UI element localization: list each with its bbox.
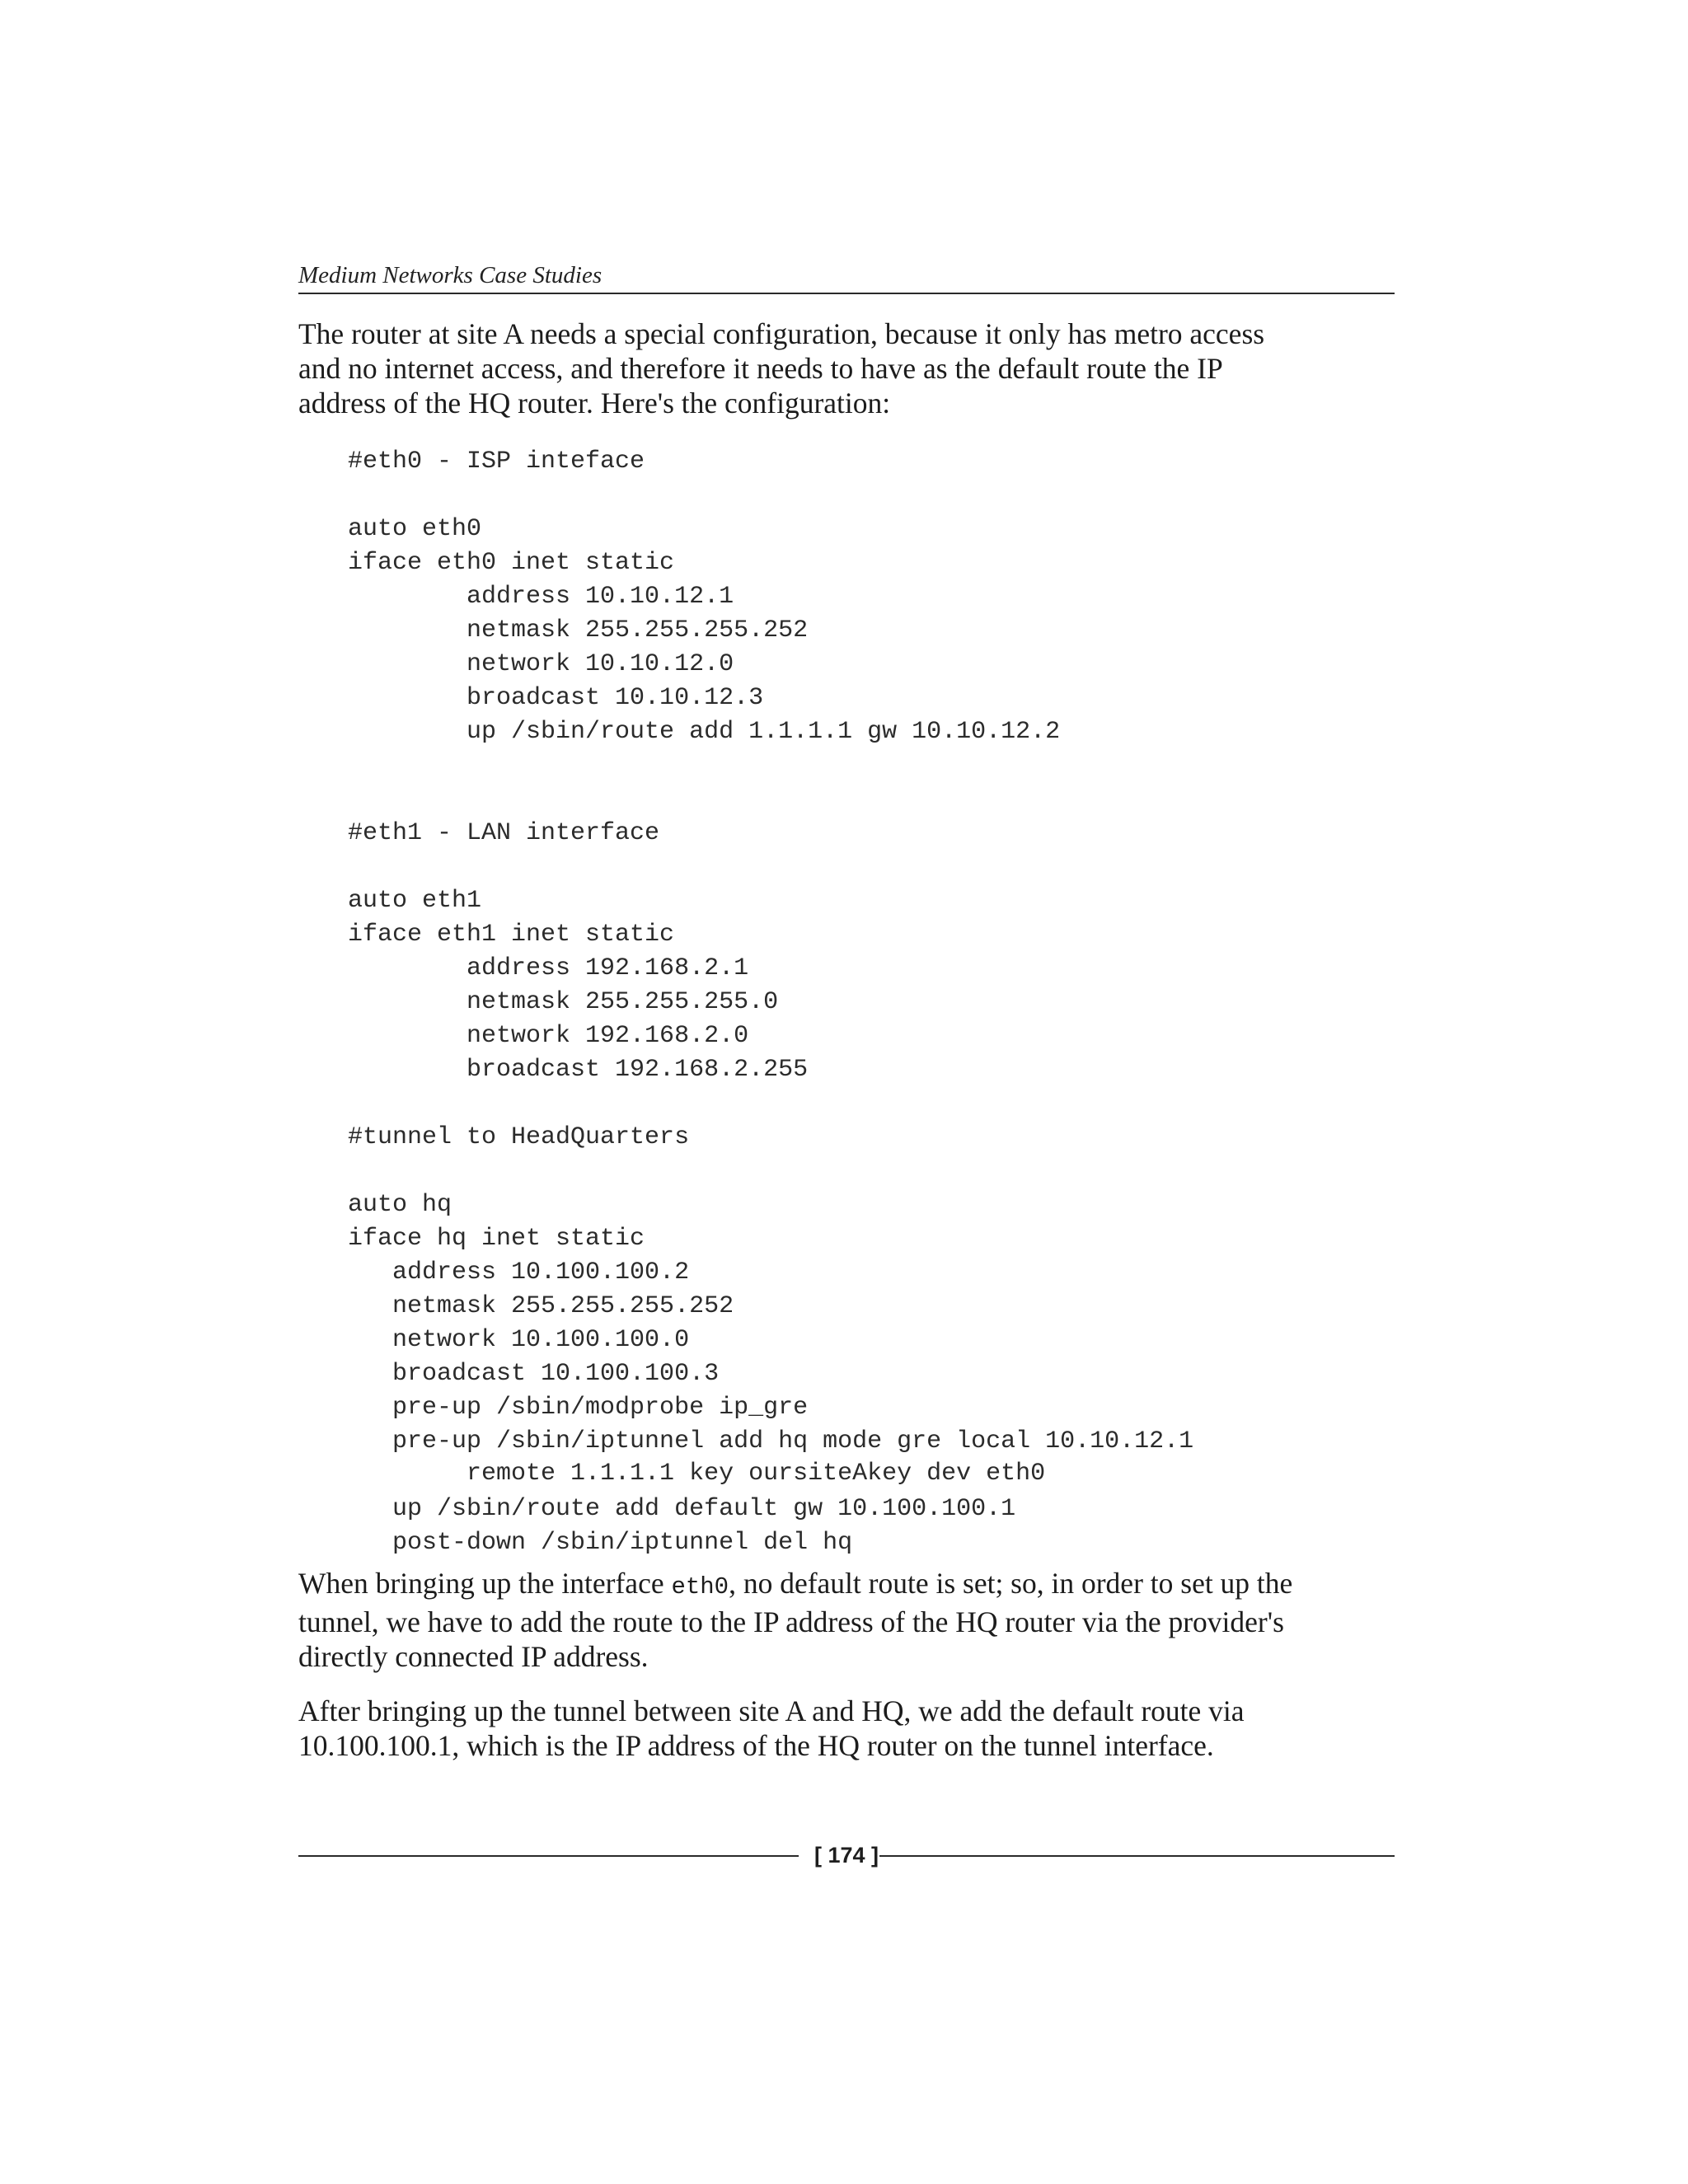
code-line xyxy=(348,1155,1193,1188)
code-line: broadcast 10.10.12.3 xyxy=(348,684,764,712)
code-line: address 10.10.12.1 xyxy=(348,583,734,611)
code-line: broadcast 10.100.100.3 xyxy=(348,1360,720,1388)
paragraph-text: When bringing up the interface xyxy=(298,1567,672,1600)
code-line: address 192.168.2.1 xyxy=(348,954,749,982)
code-line: iface eth1 inet static xyxy=(348,921,675,949)
paragraph-line: address of the HQ router. Here's the configuration: xyxy=(298,387,891,419)
code-line: netmask 255.255.255.0 xyxy=(348,988,779,1016)
code-line: auto eth0 xyxy=(348,515,482,543)
code-line: #eth0 - ISP inteface xyxy=(348,448,645,476)
code-line: pre-up /sbin/modprobe ip_gre xyxy=(348,1394,809,1422)
code-line xyxy=(348,749,1193,783)
footer-rule-right xyxy=(879,1855,1395,1857)
code-line: network 10.10.12.0 xyxy=(348,650,734,678)
code-line: #tunnel to HeadQuarters xyxy=(348,1123,690,1151)
code-line: network 192.168.2.0 xyxy=(348,1022,749,1050)
explanation-paragraph xyxy=(298,1566,1395,1674)
code-line: address 10.100.100.2 xyxy=(348,1258,690,1286)
code-line: network 10.100.100.0 xyxy=(348,1326,690,1354)
code-line: iface hq inet static xyxy=(348,1225,645,1253)
code-line: auto eth1 xyxy=(348,887,482,915)
code-line: #eth1 - LAN interface xyxy=(348,819,660,847)
inline-code: eth0 xyxy=(671,1573,729,1601)
code-line: up /sbin/route add 1.1.1.1 gw 10.10.12.2 xyxy=(348,718,1061,746)
code-line: up /sbin/route add default gw 10.100.100.1 xyxy=(348,1495,1016,1523)
paragraph-line: tunnel, we have to add the route to the IP address of the HQ router via the provider's xyxy=(298,1605,1284,1638)
code-line: pre-up /sbin/iptunnel add hq mode gre local 10.10.12.1 xyxy=(348,1427,1194,1455)
running-header: Medium Networks Case Studies xyxy=(298,262,603,288)
code-line: broadcast 192.168.2.255 xyxy=(348,1056,809,1084)
paragraph-line: 10.100.100.1, which is the IP address of the HQ router on the tunnel interface. xyxy=(298,1729,1214,1762)
paragraph-text: , no default route is set; so, in order to set up the xyxy=(729,1567,1293,1600)
closing-paragraph xyxy=(298,1694,1395,1763)
code-line: netmask 255.255.255.252 xyxy=(348,1292,734,1320)
paragraph-line: and no internet access, and therefore it needs to have as the default route the IP xyxy=(298,352,1223,385)
code-line: netmask 255.255.255.252 xyxy=(348,616,809,644)
code-block xyxy=(348,445,1193,1560)
code-line: remote 1.1.1.1 key oursiteAkey dev eth0 xyxy=(348,1460,1046,1488)
code-line xyxy=(348,1087,1193,1121)
code-line xyxy=(348,783,1193,817)
paragraph-line: directly connected IP address. xyxy=(298,1640,649,1673)
page-number xyxy=(0,1841,1688,1869)
paragraph-line xyxy=(298,1566,1395,1605)
header-rule xyxy=(298,293,1395,294)
paragraph-line: The router at site A needs a special configuration, because it only has metro access xyxy=(298,317,1265,350)
code-line: post-down /sbin/iptunnel del hq xyxy=(348,1529,853,1557)
intro-paragraph xyxy=(298,316,1395,420)
code-line: auto hq xyxy=(348,1191,452,1219)
paragraph-line: After bringing up the tunnel between site A and HQ, we add the default route via xyxy=(298,1694,1245,1727)
code-line: iface eth0 inet static xyxy=(348,549,675,577)
code-line xyxy=(348,479,1193,513)
code-line xyxy=(348,851,1193,884)
page-number-text: [ 174 ] xyxy=(814,1843,879,1868)
